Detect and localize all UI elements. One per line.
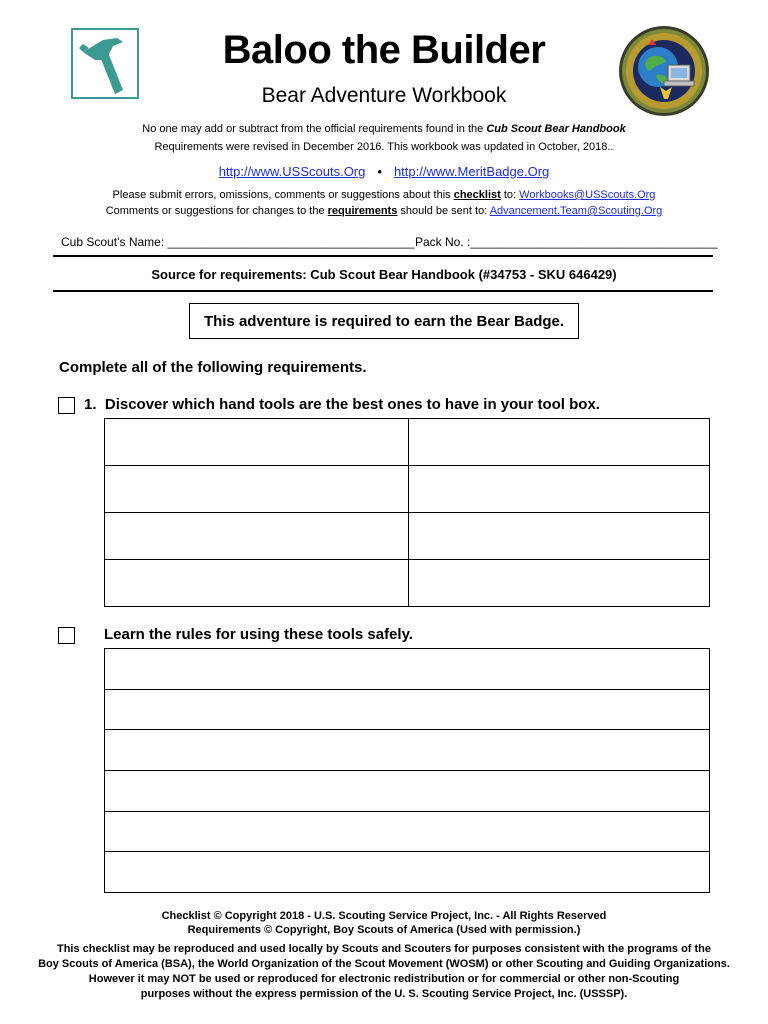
contact-line-1-text: Please submit errors, omissions, comments or suggestions about this: [112, 189, 454, 201]
page-title: Baloo the Builder: [222, 28, 546, 72]
contact-line-2-text: Comments or suggestions for changes to the: [105, 205, 328, 217]
license-line-4: purposes without the express permission of the U. S. Scouting Service Project, Inc. (USSSP).: [140, 988, 628, 1000]
license-line-2: Boy Scouts of America (BSA), the World Organization of the Scout Movement (WOSM) or other Scouting and Guiding Organizations.: [38, 958, 730, 970]
table-row: [105, 811, 710, 852]
table-row: [105, 513, 710, 560]
link-separator: •: [377, 164, 382, 179]
contact-line-1: [0, 189, 768, 201]
answer-cell[interactable]: [105, 811, 710, 852]
checklist-word: checklist: [453, 189, 501, 201]
answer-cell[interactable]: [409, 513, 710, 560]
answer-cell[interactable]: [105, 730, 710, 771]
table-row: [105, 770, 710, 811]
requirements-source: Source for requirements: Cub Scout Bear Handbook (#34753 - SKU 646429): [151, 267, 617, 282]
table-row: [105, 852, 710, 893]
meritbadge-link[interactable]: http://www.MeritBadge.Org: [393, 164, 550, 179]
required-badge-notice: This adventure is required to earn the Bear Badge.: [189, 303, 579, 339]
table-row: [105, 466, 710, 513]
copyright-line-2: Requirements © Copyright, Boy Scouts of America (Used with permission.): [187, 924, 581, 936]
copyright-line-1: Checklist © Copyright 2018 - U.S. Scouting Service Project, Inc. - All Rights Reserved: [161, 910, 607, 922]
instructions-heading: Complete all of the following requirements.: [59, 359, 367, 376]
answer-cell[interactable]: [105, 770, 710, 811]
divider-bottom: [53, 290, 713, 292]
answer-cell[interactable]: [105, 689, 710, 730]
table-row: [105, 730, 710, 771]
requirement-1-checkbox[interactable]: [58, 397, 75, 414]
safety-rules-answer-grid: [104, 648, 710, 893]
cub-scout-name-field[interactable]: Cub Scout’s Name: _____________________________________: [61, 235, 415, 249]
requirements-word: requirements: [327, 205, 398, 217]
license-line-1: This checklist may be reproduced and used locally by Scouts and Scouters for purposes consistent with the programs of the: [56, 943, 712, 955]
pack-number-field[interactable]: Pack No. :_____________________________________: [415, 235, 718, 249]
answer-cell[interactable]: [105, 513, 409, 560]
contact-line-2: [0, 205, 768, 217]
answer-cell[interactable]: [105, 419, 409, 466]
answer-cell[interactable]: [105, 560, 409, 607]
contact-line-1-to: to:: [500, 189, 520, 201]
contact-line-2-to: should be sent to:: [397, 205, 490, 217]
answer-cell[interactable]: [409, 466, 710, 513]
workbooks-email-link[interactable]: Workbooks@USScouts.Org: [519, 189, 656, 201]
us-scouting-service-project-seal-icon: [618, 25, 710, 117]
requirement-1-text: Discover which hand tools are the best ones to have in your tool box.: [104, 396, 600, 413]
table-row: [105, 649, 710, 690]
requirement-1b-text: Learn the rules for using these tools safely.: [104, 626, 413, 643]
requirement-1b-checkbox[interactable]: [58, 627, 75, 644]
answer-cell[interactable]: [105, 466, 409, 513]
page-subtitle: Bear Adventure Workbook: [261, 84, 507, 107]
website-links: [0, 164, 768, 179]
table-row: [105, 689, 710, 730]
notice-line-1: [0, 123, 768, 135]
license-line-3: However it may NOT be used or reproduced for electronic redistribution or for commercial or other non-Scouting: [88, 973, 680, 985]
table-row: [105, 560, 710, 607]
answer-cell[interactable]: [105, 649, 710, 690]
requirement-1: [84, 396, 600, 413]
handbook-title: Cub Scout Bear Handbook: [486, 123, 626, 135]
advancement-email-link[interactable]: Advancement.Team@Scouting.Org: [489, 205, 663, 217]
answer-cell[interactable]: [105, 852, 710, 893]
notice-line-2: Requirements were revised in December 2016. This workbook was updated in October, 2018..: [154, 141, 614, 153]
table-row: [105, 419, 710, 466]
usscouts-link[interactable]: http://www.USScouts.Org: [218, 164, 366, 179]
requirement-1-number: 1.: [84, 396, 97, 413]
divider-top: [53, 255, 713, 257]
answer-cell[interactable]: [409, 419, 710, 466]
notice-line-1-text: No one may add or subtract from the official requirements found in the: [142, 123, 487, 135]
answer-cell[interactable]: [409, 560, 710, 607]
tools-answer-grid: [104, 418, 710, 607]
